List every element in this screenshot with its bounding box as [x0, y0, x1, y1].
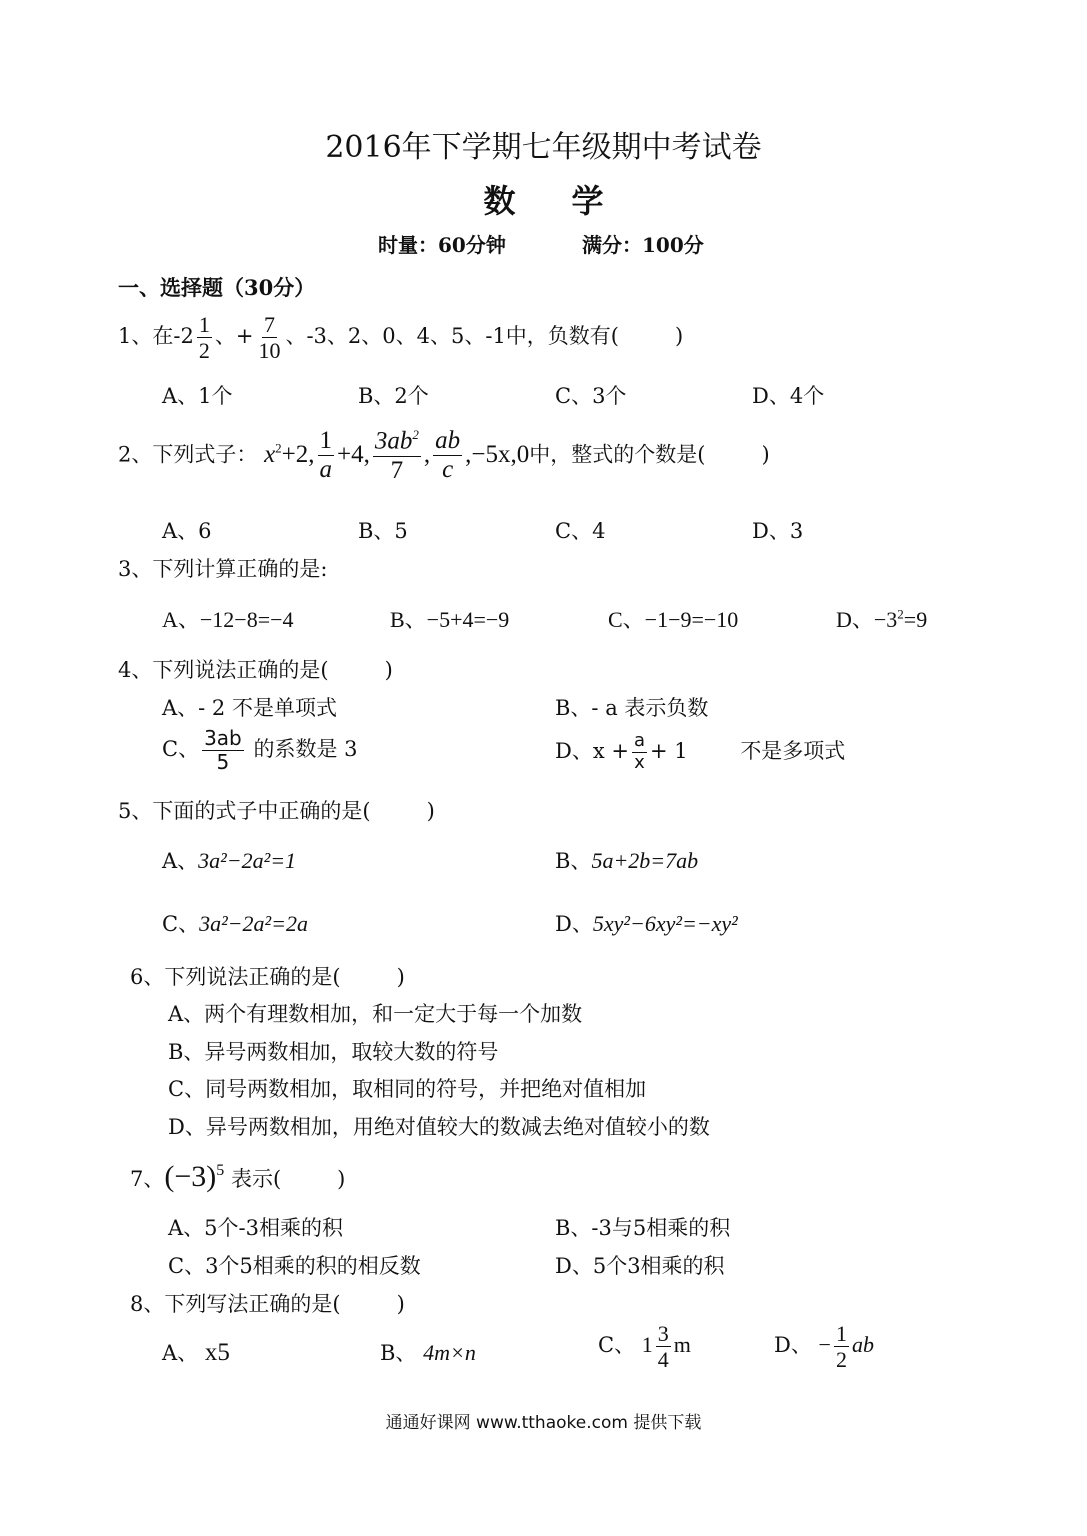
time-label: 时量：60分钟	[378, 233, 506, 257]
option-b	[555, 845, 698, 875]
answer-paren-close: )	[384, 658, 393, 682]
denominator: 4	[657, 1347, 669, 1373]
option-c: C、4	[555, 519, 606, 543]
denominator: 2	[835, 1347, 847, 1373]
option-a: A、5个-3相乘的积	[168, 1216, 343, 1240]
numerator: a	[633, 730, 645, 751]
option-a: A、- 2 不是单项式	[162, 696, 337, 720]
option-label: C、	[162, 737, 200, 761]
numerator: 7	[263, 312, 275, 337]
page-title: 2016年下学期七年级期中考试卷	[325, 130, 762, 165]
expression-list: $x^2+2$, $\frac{1}{a}$ +4, $\frac{3ab^2}{7}$ , $\frac{ab}{c}$ ,−5x,0	[264, 427, 530, 484]
term: +2,	[281, 440, 315, 468]
option-math: 3a²−2a²=1	[198, 848, 297, 873]
question-text: 下列式子：	[152, 442, 258, 467]
question-text: 下面的式子中正确的是(	[152, 799, 371, 823]
option-label: D、	[555, 912, 593, 936]
question-text: 下列写法正确的是(	[164, 1292, 341, 1316]
fraction	[373, 428, 421, 484]
question-6	[130, 961, 405, 991]
option-b	[380, 1337, 476, 1367]
option-text: + 1	[649, 738, 688, 763]
question-number: 2、	[118, 442, 153, 467]
option-b: B、异号两数相加，取较大数的符号	[168, 1040, 499, 1064]
question-7	[130, 1160, 345, 1194]
option-d	[555, 908, 738, 938]
option-c: C、−1−9=−10	[608, 607, 739, 632]
question-text: 中，整式的个数是(	[529, 442, 706, 467]
option-a: A、−12−8=−4	[162, 607, 294, 632]
option-math: 4m×n	[423, 1340, 476, 1365]
fraction	[256, 313, 282, 362]
option-d: D、4个	[752, 384, 825, 408]
answer-paren-close: )	[426, 799, 435, 823]
option-label: A、	[162, 1341, 199, 1365]
question-8	[130, 1288, 405, 1318]
question-4	[118, 654, 393, 684]
option-math: x5	[204, 1339, 230, 1366]
option-d	[774, 1322, 874, 1371]
option-c: C、3个	[555, 384, 627, 408]
option-d	[836, 603, 927, 634]
option-math: 3a²−2a²=2a	[199, 911, 308, 936]
option-c: C、3个5相乘的积的相反数	[168, 1254, 421, 1278]
sign: −	[818, 1332, 831, 1358]
option-label: D、x +	[555, 738, 629, 763]
option-c	[162, 728, 358, 773]
option-b: B、−5+4=−9	[390, 607, 510, 632]
fraction	[433, 428, 462, 484]
option-a: A、两个有理数相加，和一定大于每一个加数	[168, 1002, 583, 1026]
question-text: 、-3、2、0、4、5、-1中，负数有(	[285, 324, 620, 349]
denominator: 2	[198, 338, 210, 364]
fraction	[632, 732, 647, 773]
option-label: A、	[162, 849, 199, 873]
numerator: 3	[657, 1321, 669, 1346]
numerator: 1	[198, 312, 210, 337]
footer-text: 通通好课网 www.tthaoke.com 提供下载	[385, 1413, 702, 1433]
question-number: 3、	[118, 557, 153, 581]
option-c: C、同号两数相加，取相同的符号，并把绝对值相加	[168, 1077, 647, 1101]
unit: m	[673, 1332, 691, 1358]
option-b: B、-3与5相乘的积	[555, 1216, 731, 1240]
numerator: 1	[835, 1321, 847, 1346]
option-b: B、- a 表示负数	[555, 696, 709, 720]
option-label: B、	[555, 849, 592, 873]
fraction	[318, 428, 335, 484]
question-text: 下列说法正确的是(	[164, 965, 341, 989]
score-label: 满分：100分	[582, 233, 704, 257]
option-label: C、	[598, 1333, 636, 1358]
option-d: D、5个3相乘的积	[555, 1254, 725, 1278]
section-heading: 一、选择题（30分）	[118, 275, 316, 300]
whole-number: 1	[641, 1332, 653, 1358]
option-a	[162, 845, 296, 875]
term: +4,	[337, 440, 370, 468]
option-b: B、5	[358, 519, 408, 543]
term: x	[264, 440, 276, 468]
option-c	[598, 1322, 691, 1371]
power-expression	[164, 1160, 224, 1193]
numerator: ab	[433, 428, 462, 456]
denominator: a	[319, 456, 333, 484]
denominator: c	[442, 456, 454, 484]
option-math: 5a+2b=7ab	[591, 848, 699, 873]
question-text: 表示(	[230, 1167, 282, 1191]
question-number: 8、	[130, 1292, 165, 1316]
option-text: 不是多项式	[740, 738, 846, 763]
numerator: 3ab	[204, 726, 242, 750]
option-a: A、1个	[162, 384, 233, 408]
option-d: D、异号两数相加，用绝对值较大的数减去绝对值较小的数	[168, 1115, 710, 1139]
fraction	[202, 728, 244, 773]
option-math: 5xy²−6xy²=−xy²	[592, 911, 738, 936]
question-number: 6、	[130, 965, 165, 989]
question-1	[118, 313, 683, 362]
exponent: 2	[412, 427, 419, 442]
exponent: 2	[275, 440, 282, 456]
numerator: 1	[318, 428, 335, 456]
question-3	[118, 553, 327, 583]
variable: ab	[851, 1332, 874, 1358]
answer-paren-close: )	[396, 965, 405, 989]
question-number: 5、	[118, 799, 153, 823]
term: ,−5x,0	[465, 440, 530, 468]
option-b: B、2个	[358, 384, 429, 408]
option-text: 的系数是 3	[253, 737, 358, 761]
option-label: C、	[162, 912, 200, 936]
question-number: 4、	[118, 658, 153, 682]
subject-title: 数学	[483, 182, 660, 220]
question-text: 下列计算正确的是:	[152, 557, 328, 581]
question-5	[118, 795, 435, 825]
exponent: 2	[897, 606, 904, 622]
option-a: A、6	[162, 519, 212, 543]
answer-paren-close: )	[675, 324, 684, 349]
option-text: =9	[903, 607, 928, 632]
denominator: 7	[390, 456, 404, 484]
question-2	[118, 428, 770, 484]
option-a	[162, 1337, 230, 1367]
question-text: 下列说法正确的是(	[152, 658, 329, 682]
option-d	[555, 732, 845, 773]
fraction	[834, 1322, 849, 1371]
numerator: 3ab	[374, 427, 413, 455]
option-text: D、−3	[836, 607, 898, 632]
denominator: x	[634, 751, 645, 773]
answer-paren-close: )	[337, 1167, 346, 1191]
option-d: D、3	[752, 519, 804, 543]
answer-paren-close: )	[396, 1292, 405, 1316]
denominator: 5	[216, 750, 230, 774]
base: (−3)	[164, 1160, 217, 1193]
fraction	[197, 313, 212, 362]
fraction	[656, 1322, 671, 1371]
option-label: B、	[380, 1341, 417, 1365]
answer-paren-close: )	[761, 442, 770, 467]
question-text: 、+	[214, 324, 254, 349]
question-number: 7、	[130, 1167, 165, 1191]
option-label: D、	[774, 1333, 812, 1358]
option-c	[162, 908, 308, 938]
question-number: 1、	[118, 324, 153, 349]
question-text: 在-2	[152, 324, 194, 349]
exponent: 5	[216, 1162, 225, 1179]
denominator: 10	[258, 338, 281, 364]
